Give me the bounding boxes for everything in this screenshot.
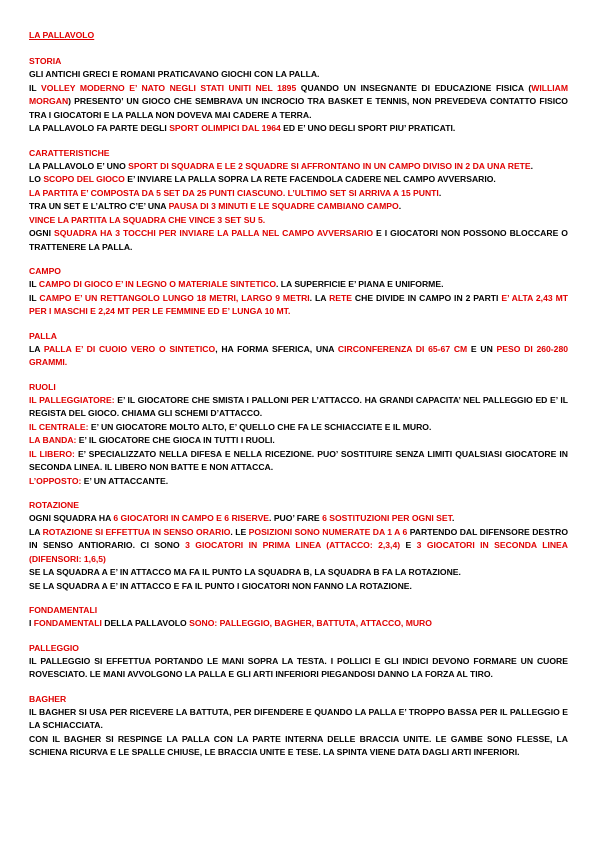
body-text: . PUO’ FARE [269, 513, 323, 523]
body-text: LO [29, 174, 44, 184]
highlighted-text: 6 SOSTITUZIONI PER OGNI SET [322, 513, 452, 523]
section-title-storia: STORIA [29, 56, 62, 66]
section-rotazione [29, 499, 568, 593]
body-text: . LA SUPERFICIE E’ PIANA E UNIFORME. [276, 279, 444, 289]
body-text: . [438, 187, 442, 198]
body-text: . [398, 201, 402, 211]
paragraph [29, 173, 568, 187]
paragraph [29, 214, 568, 228]
body-text: SE LA SQUADRA A E’ IN ATTACCO MA FA IL PUNTO LA SQUADRA B, LA SQUADRA B FA LA ROTAZIONE. [29, 567, 461, 577]
body-text: , HA FORMA SFERICA, UNA [215, 343, 338, 354]
highlighted-text: ROTAZIONE SI EFFETTUA IN SENSO ORARIO [42, 526, 231, 537]
body-text: LA [29, 526, 43, 537]
document-title: LA PALLAVOLO [29, 30, 95, 40]
highlighted-text: CIRCONFERENZA DI 65-67 CM [337, 343, 468, 354]
body-text: IL [29, 292, 40, 303]
section-fondamentali [29, 604, 568, 631]
paragraph [29, 394, 568, 421]
paragraph [29, 82, 568, 123]
paragraph [29, 160, 568, 174]
body-text: OGNI [29, 228, 54, 238]
body-text: OGNI SQUADRA HA [29, 513, 114, 523]
paragraph [29, 227, 568, 254]
body-text: E [400, 540, 417, 550]
body-text: DELLA PALLAVOLO [101, 618, 190, 628]
paragraph [29, 706, 568, 733]
highlighted-text: IL LIBERO: [29, 448, 75, 459]
paragraph [29, 421, 568, 435]
body-text: IL PALLEGGIO SI EFFETTUA PORTANDO LE MANI SOPRA LA TESTA. I POLLICI E GLI INDICI DEVONO FORMARE UN CUORE ROVESCIATO. LE MANI AVVOLGONO LA PALLA E GLI ARTI INFERIORI PIEGANDOSI DANNO LA FORZA AL TIRO. [29, 655, 568, 679]
highlighted-text: IL CENTRALE: [29, 421, 89, 432]
body-text: TRA UN SET E L’ALTRO C’E’ UNA [29, 201, 169, 211]
body-text: E’ UN GIOCATORE MOLTO ALTO, E’ QUELLO CHE FA LE SCHIACCIATE E IL MURO. [88, 421, 432, 432]
section-title-campo: CAMPO [29, 266, 61, 276]
highlighted-text: VOLLEY MODERNO E’ NATO NEGLI STATI UNITI NEL 1895 [41, 82, 297, 93]
highlighted-text: PALLA E’ DI CUOIO VERO O SINTETICO [43, 343, 216, 354]
paragraph [29, 475, 568, 489]
section-title-palleggio: PALLEGGIO [29, 642, 79, 653]
section-palleggio [29, 642, 568, 682]
section-palla [29, 330, 568, 370]
body-text: ED E’ UNO DEGLI SPORT PIU’ PRATICATI. [280, 123, 456, 133]
highlighted-text: LA BANDA: [29, 435, 77, 445]
paragraph [29, 566, 568, 580]
body-text: ) PRESENTO’ UN GIOCO CHE SEMBRAVA UN INCROCIO TRA BASKET E TENNIS, NON PREVEDEVA CONTATTO FISICO TRA I GIOCATORI E LA PALLA NON DOVEVA MAI CADERE A TERRA. [29, 96, 568, 120]
paragraph [29, 526, 568, 567]
highlighted-text: SCOPO DEL GIOCO [43, 174, 125, 184]
body-text: E’ IL GIOCATORE CHE SMISTA I PALLONI PER L’ATTACCO. HA GRANDI CAPACITA’ NEL PALLEGGIO ED E’ IL REGISTA DEL GIOCO. CHIAMA GLI SCHEMI D’ATTACCO. [29, 394, 568, 418]
body-text: LA PALLAVOLO E’ UNO [29, 160, 129, 171]
highlighted-text: SPORT OLIMPICI DAL 1964 [169, 123, 281, 133]
highlighted-text: RETE [329, 292, 352, 303]
paragraph [29, 292, 568, 319]
highlighted-text: CAMPO E’ UN RETTANGOLO LUNGO 18 METRI, LARGO 9 METRI [39, 292, 310, 303]
highlighted-text: 3 GIOCATORI IN PRIMA LINEA (ATTACCO: 2,3,4) [185, 540, 401, 550]
body-text: E’ SPECIALIZZATO NELLA DIFESA E NELLA RICEZIONE. PUO’ SOSTITUIRE SENZA LIMITI QUALSIASI GIOCATORE IN SECONDA LINEA. IL LIBERO NON BATTE E NON ATTACCA. [29, 448, 568, 472]
paragraph [29, 434, 568, 448]
body-text: . [530, 160, 534, 171]
body-text: IL [29, 82, 42, 93]
body-text: I [29, 618, 34, 628]
highlighted-text: L’OPPOSTO: [29, 475, 82, 486]
highlighted-text: WILLIAM MORGAN [29, 82, 568, 106]
body-text: LA PALLAVOLO FA PARTE DEGLI [29, 123, 170, 133]
sections-container [29, 55, 568, 760]
paragraph [29, 343, 568, 370]
section-bagher [29, 693, 568, 760]
highlighted-text: E’ ALTA 2,43 MT PER I MASCHI E 2,24 MT PER LE FEMMINE ED E’ LUNGA 10 MT. [29, 292, 568, 316]
paragraph [29, 655, 568, 682]
highlighted-text: IL PALLEGGIATORE: [29, 394, 115, 405]
section-title-ruoli: RUOLI [29, 381, 56, 392]
body-text: . LE [230, 526, 249, 537]
body-text: E UN [467, 343, 497, 354]
highlighted-text: PESO DI 260-280 GRAMMI. [29, 343, 568, 367]
paragraph [29, 68, 568, 82]
section-ruoli [29, 381, 568, 489]
section-campo [29, 265, 568, 319]
body-text: E’ UN ATTACCANTE. [81, 475, 169, 486]
body-text: SE LA SQUADRA A E’ IN ATTACCO E FA IL PUNTO I GIOCATORI NON FANNO LA ROTAZIONE. [29, 580, 412, 591]
paragraph [29, 733, 568, 760]
section-title-palla: PALLA [29, 330, 58, 341]
body-text: E’ IL GIOCATORE CHE GIOCA IN TUTTI I RUOLI. [76, 435, 275, 445]
paragraph [29, 278, 568, 292]
body-text: GLI ANTICHI GRECI E ROMANI PRATICAVANO GIOCHI CON LA PALLA. [29, 69, 320, 79]
section-title-rotazione: ROTAZIONE [29, 500, 79, 510]
highlighted-text: POSIZIONI SONO NUMERATE DA 1 A 6 [248, 526, 408, 537]
section-title-fondamentali: FONDAMENTALI [29, 605, 98, 615]
highlighted-text: FONDAMENTALI [33, 618, 102, 628]
body-text: E’ INVIARE LA PALLA SOPRA LA RETE FACENDOLA CADERE NEL CAMPO AVVERSARIO. [124, 174, 496, 184]
highlighted-text: PAUSA DI 3 MINUTI E LE SQUADRE CAMBIANO CAMPO [168, 201, 399, 211]
body-text: CON IL BAGHER SI RESPINGE LA PALLA CON LA PARTE INTERNA DELLE BRACCIA UNITE. LE GAMBE SONO FLESSE, LA SCHIENA RICURVA E LE SPALLE CHIUSE, LE BRACCIA UNITE E TESE. LA SPINTA VIENE DATA DAGLI ARTI INFERIORI. [29, 733, 568, 757]
highlighted-text: CAMPO DI GIOCO E’ IN LEGNO O MATERIALE SINTETICO [38, 279, 277, 289]
paragraph [29, 512, 568, 526]
body-text: . [451, 513, 455, 523]
paragraph [29, 617, 568, 631]
highlighted-text: 6 GIOCATORI IN CAMPO E 6 RISERVE [113, 513, 270, 523]
highlighted-text: SONO: PALLEGGIO, BAGHER, BATTUTA, ATTACCO, MURO [189, 618, 432, 628]
paragraph [29, 187, 568, 201]
body-text: . LA [309, 292, 330, 303]
body-text: E I GIOCATORI NON POSSONO BLOCCARE O TRATTENERE LA PALLA. [29, 228, 568, 252]
body-text: QUANDO UN INSEGNANTE DI EDUCAZIONE FISICA ( [296, 82, 532, 93]
highlighted-text: 3 GIOCATORI IN SECONDA LINEA (DIFENSORI: 1,6,5) [29, 540, 568, 564]
highlighted-text: LA PARTITA E’ COMPOSTA DA 5 SET DA 25 PUNTI CIASCUNO. L’ULTIMO SET SI ARRIVA A 15 PUNTI [29, 187, 439, 198]
body-text: CHE DIVIDE IN CAMPO IN 2 PARTI [352, 292, 502, 303]
body-text: LA [29, 343, 44, 354]
section-title-caratteristiche: CARATTERISTICHE [29, 147, 110, 158]
section-title-bagher: BAGHER [29, 693, 67, 704]
section-storia [29, 55, 568, 136]
highlighted-text: SQUADRA HA 3 TOCCHI PER INVIARE LA PALLA NEL CAMPO AVVERSARIO [53, 228, 374, 238]
section-caratteristiche [29, 147, 568, 255]
paragraph [29, 448, 568, 475]
body-text: IL [29, 279, 39, 289]
highlighted-text: SPORT DI SQUADRA E LE 2 SQUADRE SI AFFRONTANO IN UN CAMPO DIVISO IN 2 DA UNA RETE [128, 160, 531, 171]
document-page [29, 29, 568, 771]
paragraph [29, 580, 568, 594]
paragraph [29, 200, 568, 214]
body-text: PARTENDO DAL DIFENSORE DESTRO IN SENSO ANTIORARIO. CI SONO [29, 526, 569, 550]
body-text: IL BAGHER SI USA PER RICEVERE LA BATTUTA, PER DIFENDERE E QUANDO LA PALLA E’ TROPPO BASSA PER IL PALLEGGIO E LA SCHIACCIATA. [29, 706, 568, 730]
highlighted-text: VINCE LA PARTITA LA SQUADRA CHE VINCE 3 SET SU 5. [29, 214, 266, 225]
paragraph [29, 122, 568, 136]
